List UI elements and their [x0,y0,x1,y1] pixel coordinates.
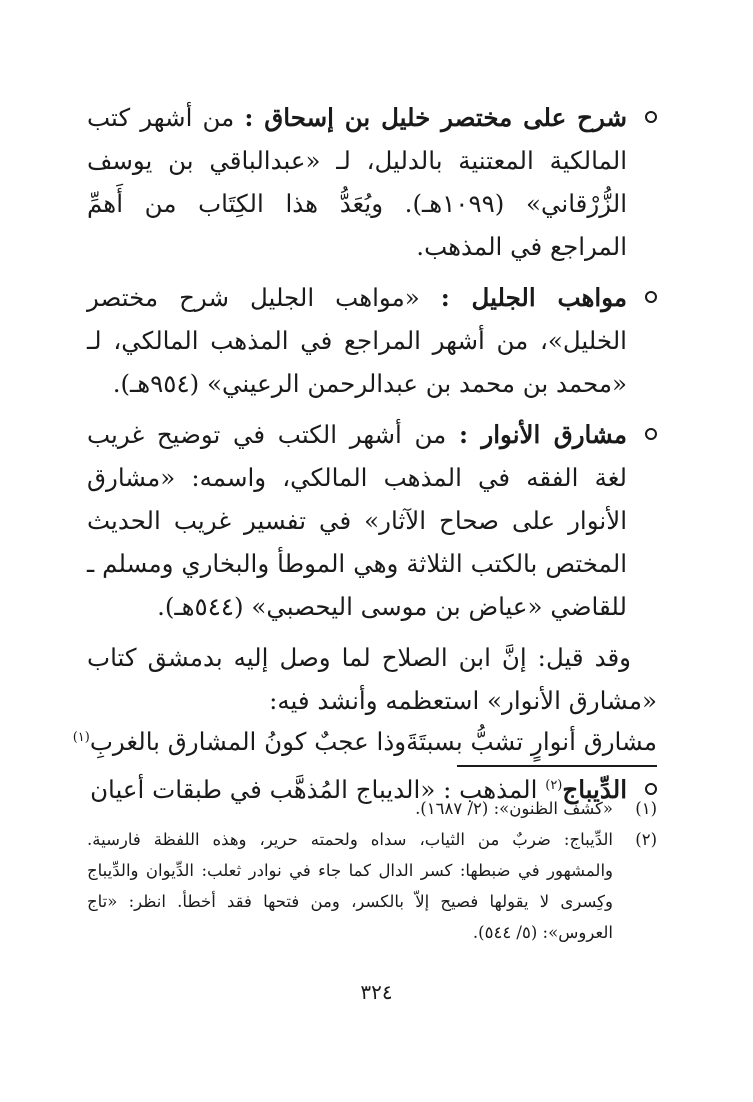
quote-intro-paragraph: وقد قيل: إنَّ ابن الصلاح لما وصل إليه بدمشق كتاب «مشارق الأنوار» استعظمه وأنشد فيه: [87,643,657,715]
entry-text: من أشهر الكتب في توضيح غريب لغة الفقه في المذهب المالكي، واسمه: «مشارق الأنوار على صحاح الآثار» في تفسير غريب الحديث المختص بالكتب الثلاثة وهي الموطأ والبخاري ومسلم ـ للقاضي «عياض بن موسى اليحصبي» (٥٤٤هـ). [87,420,627,621]
verse-second-text: وذا عجبٌ كونُ المشارق بالغربِ [89,727,407,756]
footnote-ref-2[interactable]: (٢) [545,777,563,793]
footnote-number: (١) [635,799,657,818]
footnote-number: (٢) [635,830,657,849]
entry-term-suffix: المذهب : [443,775,546,804]
entry-text: من أشهر كتب المالكية المعتنية بالدليل، لـ «عبدالباقي بن يوسف الزُّرْقاني» (١٠٩٩هـ). ويُعَدُّ هذا الكِتَاب من أَهمِّ المراجع في المذهب. [87,103,627,261]
main-text [72,96,657,819]
footnote-text: «كشف الظنون»: (٢/ ١٦٨٧). [415,799,613,818]
footnote-ref-1[interactable]: (١) [72,729,90,745]
footnote-1 [87,793,657,824]
entry-term: الدِّيباج [562,775,627,804]
bullet-circle-icon [645,291,657,303]
footnote-text: الدِّيباج: ضربٌ من الثياب، سداه ولحمته حرير، وهذه اللفظة فارسية. والمشهور في ضبطها: كسر الدال كما جاء في نوادر ثعلب: الدِّيوان والدِّيباج وكِسرى لا يقولها فصيح إلاّ بالكسر، ومن فتحها فقد أخطأ. انظر: «تاج العروس»: (٥/ ٥٤٤). [87,830,613,942]
bullet-circle-icon [645,428,657,440]
footnote-2 [87,824,657,948]
footnote-separator [457,765,657,767]
verse-first-hemistich: مشارق أنوارٍ تشبُّ بسبتَةَ [406,727,657,756]
entry-text: «مواهب الجليل شرح مختصر الخليل»، من أشهر المراجع في المذهب المالكي، لـ «محمد بن محمد بن عبدالرحمن الرعيني» (٩٥٤هـ). [87,283,627,398]
entry-term: شرح على مختصر خليل بن إسحاق : [244,103,627,132]
entry-text: «الديباج المُذهَّب في طبقات أعيان [90,775,444,804]
poem-verse [72,722,657,762]
bullet-circle-icon [645,111,657,123]
entry-sharh-mukhtasar-khalil [87,96,657,268]
entry-mawahib-al-jalil [87,276,657,405]
entry-mashariq-al-anwar [87,413,657,628]
verse-second-hemistich [73,722,406,762]
entry-term: مواهب الجليل : [440,283,628,312]
entry-term: مشارق الأنوار : [458,420,627,449]
page-number: ٣٢٤ [360,980,393,1004]
footnotes [87,793,657,948]
